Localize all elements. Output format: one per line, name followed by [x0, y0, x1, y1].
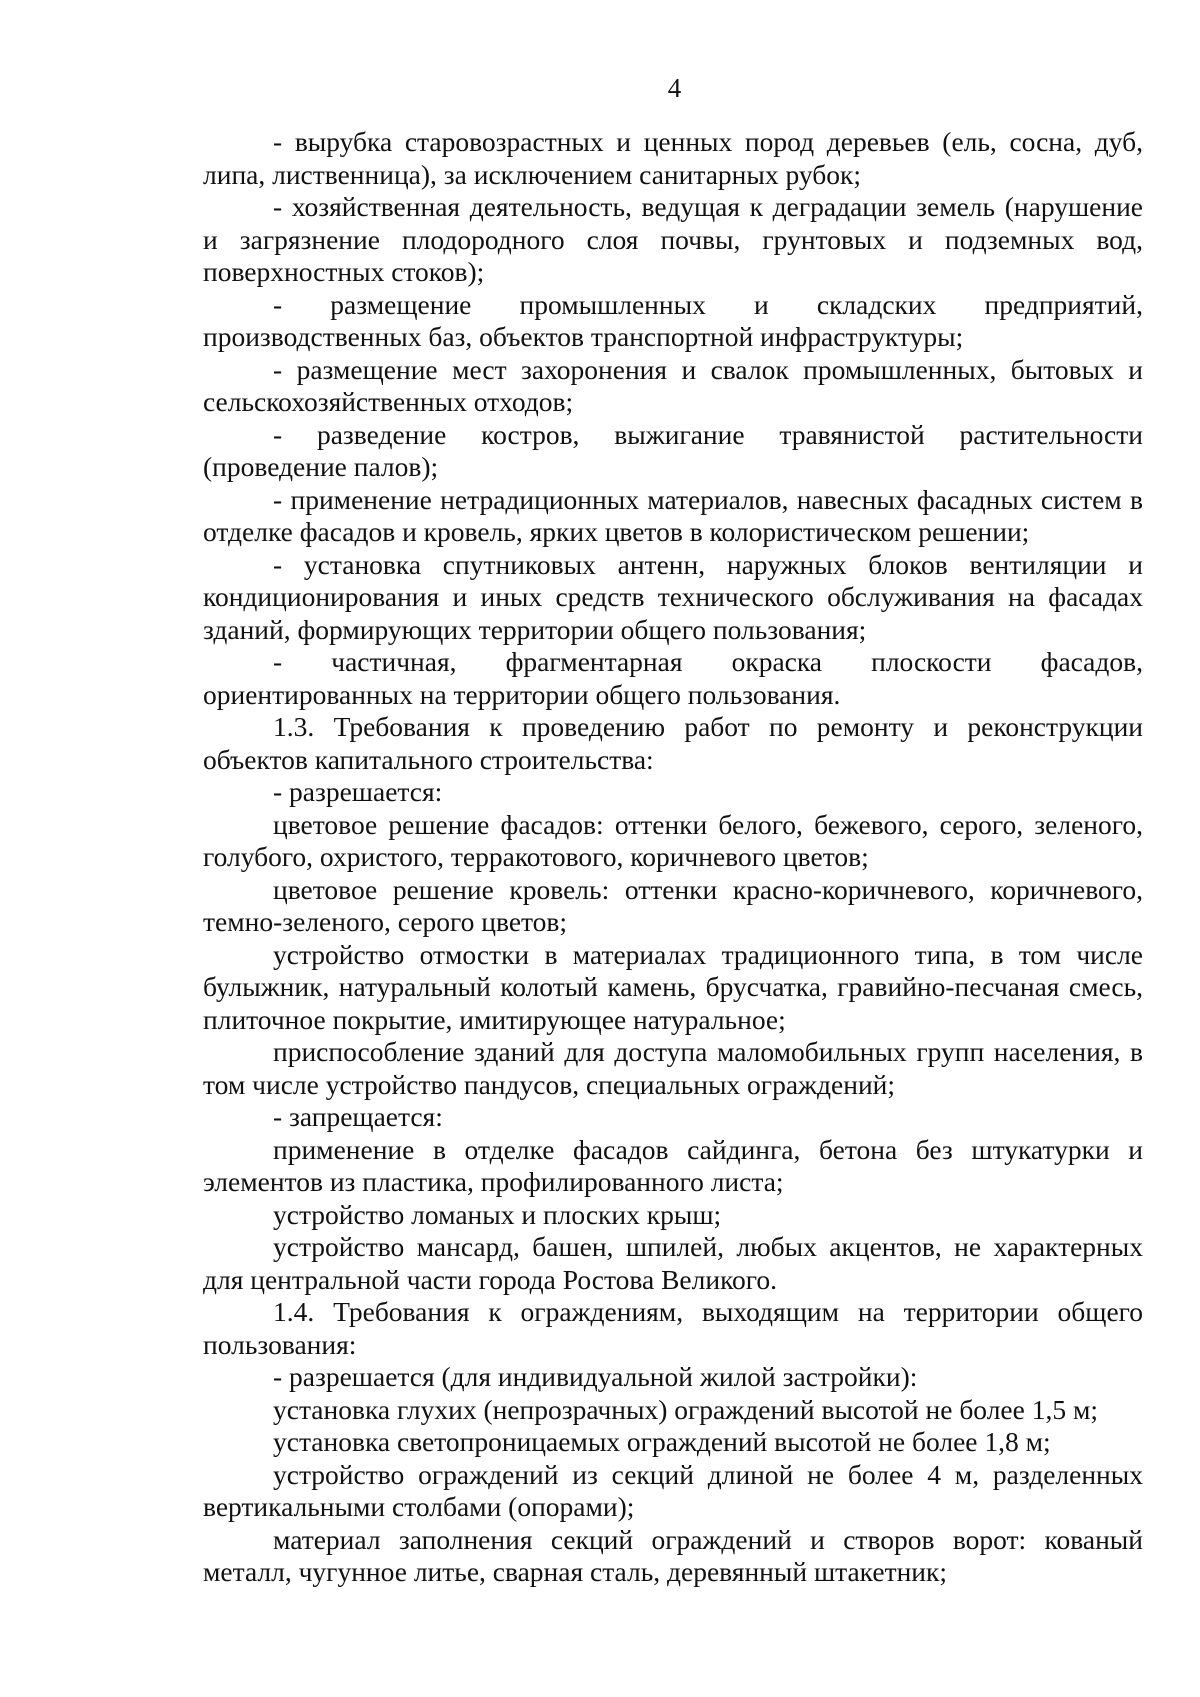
paragraph: цветовое решение фасадов: оттенки белого, бежевого, серого, зеленого, голубого, охристого, терракотового, коричневого цветов; — [203, 808, 1143, 872]
paragraph: цветовое решение кровель: оттенки красно-коричневого, коричневого, темно-зеленого, серого цветов; — [203, 873, 1143, 937]
paragraph: устройство мансард, башен, шпилей, любых акцентов, не характерных для центральной части города Ростова Великого. — [203, 1231, 1143, 1295]
paragraph: установка глухих (непрозрачных) ограждений высотой не более 1,5 м; — [273, 1393, 1098, 1425]
section-heading-1-3: 1.3. Требования к проведению работ по ремонту и реконструкции объектов капитального строительства: — [203, 711, 1143, 775]
document-body — [203, 126, 1143, 1589]
section-heading-1-4: 1.4. Требования к ограждениям, выходящим на территории общего пользования: — [203, 1296, 1143, 1360]
paragraph: материал заполнения секций ограждений и створов ворот: кованый металл, чугунное литье, сварная сталь, деревянный штакетник; — [203, 1523, 1143, 1587]
paragraph: применение в отделке фасадов сайдинга, бетона без штукатурки и элементов из пластика, профилированного листа; — [203, 1133, 1143, 1197]
paragraph: - разрешается: — [273, 776, 443, 807]
paragraph: - размещение промышленных и складских предприятий, производственных баз, объектов транспортной инфраструктуры; — [203, 288, 1143, 352]
paragraph: - частичная, фрагментарная окраска плоскости фасадов, ориентированных на территории общего пользования. — [203, 646, 1143, 710]
paragraph: - размещение мест захоронения и свалок промышленных, бытовых и сельскохозяйственных отходов; — [203, 353, 1143, 417]
paragraph: - хозяйственная деятельность, ведущая к деградации земель (нарушение и загрязнение плодородного слоя почвы, грунтовых и подземных вод, поверхностных стоков); — [203, 191, 1143, 287]
paragraph: - применение нетрадиционных материалов, навесных фасадных систем в отделке фасадов и кровель, ярких цветов в колористическом решении; — [203, 483, 1143, 547]
page-number: 4 — [667, 73, 682, 103]
paragraph: - вырубка старовозрастных и ценных пород деревьев (ель, сосна, дуб, липа, лиственница), за исключением санитарных рубок; — [203, 126, 1143, 190]
paragraph: устройство ограждений из секций длиной не более 4 м, разделенных вертикальными столбами (опорами); — [203, 1458, 1143, 1522]
paragraph: - установка спутниковых антенн, наружных блоков вентиляции и кондиционирования и иных средств технического обслуживания на фасадах зданий, формирующих территории общего пользования; — [203, 548, 1143, 645]
paragraph: установка светопроницаемых ограждений высотой не более 1,8 м; — [273, 1426, 1051, 1457]
paragraph: приспособление зданий для доступа маломобильных групп населения, в том числе устройство пандусов, специальных ограждений; — [203, 1036, 1143, 1100]
paragraph: - разрешается (для индивидуальной жилой застройки): — [273, 1361, 918, 1392]
paragraph: устройство ломаных и плоских крыш; — [273, 1198, 722, 1230]
paragraph: - запрещается: — [273, 1101, 443, 1132]
paragraph: - разведение костров, выжигание травянистой растительности (проведение палов); — [203, 418, 1143, 482]
paragraph: устройство отмостки в материалах традиционного типа, в том числе булыжник, натуральный колотый камень, брусчатка, гравийно-песчаная смесь, плиточное покрытие, имитирующее натуральное; — [203, 938, 1143, 1035]
